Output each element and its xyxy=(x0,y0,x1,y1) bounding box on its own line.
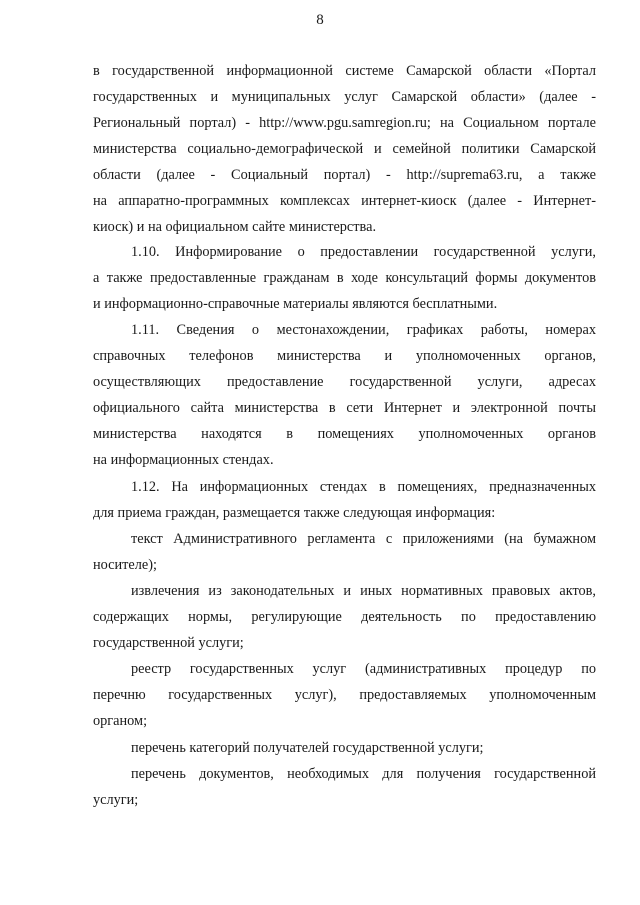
text-line: министерства социально-демографической и семейной политики Самарской xyxy=(93,141,596,157)
text-line: органом; xyxy=(93,713,148,729)
text-line: официального сайта министерства в сети Интернет и электронной почты xyxy=(93,400,596,416)
text-line: носителе); xyxy=(93,557,157,573)
text-line: в государственной информационной системе Самарской области «Портал xyxy=(93,63,596,79)
text-line: справочных телефонов министерства и уполномоченных органов, xyxy=(93,348,596,364)
text-line: 1.12. На информационных стендах в помещениях, предназначенных xyxy=(131,479,596,495)
text-line: на аппаратно-программных комплексах интернет-киоск (далее - Интернет- xyxy=(93,193,596,209)
text-line: министерства находятся в помещениях уполномоченных органов xyxy=(93,426,596,442)
text-line: содержащих нормы, регулирующие деятельность по предоставлению xyxy=(93,609,596,625)
text-line: перечню государственных услуг), предоставляемых уполномоченным xyxy=(93,687,596,703)
text-line: киоск) и на официальном сайте министерства. xyxy=(93,219,377,235)
text-line: реестр государственных услуг (административных процедур по xyxy=(131,661,596,677)
text-line: государственных и муниципальных услуг Самарской области» (далее - xyxy=(93,89,596,105)
text-line: государственной услуги; xyxy=(93,635,244,651)
text-line: на информационных стендах. xyxy=(93,452,274,468)
text-line: и информационно-справочные материалы являются бесплатными. xyxy=(93,296,498,312)
text-line: осуществляющих предоставление государственной услуги, адресах xyxy=(93,374,596,390)
text-line: Региональный портал) - http://www.pgu.samregion.ru; на Социальном портале xyxy=(93,115,596,131)
text-line: а также предоставленные гражданам в ходе консультаций формы документов xyxy=(93,270,596,286)
text-line: перечень категорий получателей государственной услуги; xyxy=(131,740,484,756)
text-line: области (далее - Социальный портал) - http://suprema63.ru, а также xyxy=(93,167,596,183)
text-line: для приема граждан, размещается также следующая информация: xyxy=(93,505,496,521)
text-line: перечень документов, необходимых для получения государственной xyxy=(131,766,596,782)
page-number: 8 xyxy=(316,12,324,28)
text-line: текст Административного регламента с приложениями (на бумажном xyxy=(131,531,596,547)
text-line: 1.10. Информирование о предоставлении государственной услуги, xyxy=(131,244,596,260)
text-line: 1.11. Сведения о местонахождении, графиках работы, номерах xyxy=(131,322,596,338)
text-line: извлечения из законодательных и иных нормативных правовых актов, xyxy=(131,583,596,599)
text-line: услуги; xyxy=(93,792,139,808)
